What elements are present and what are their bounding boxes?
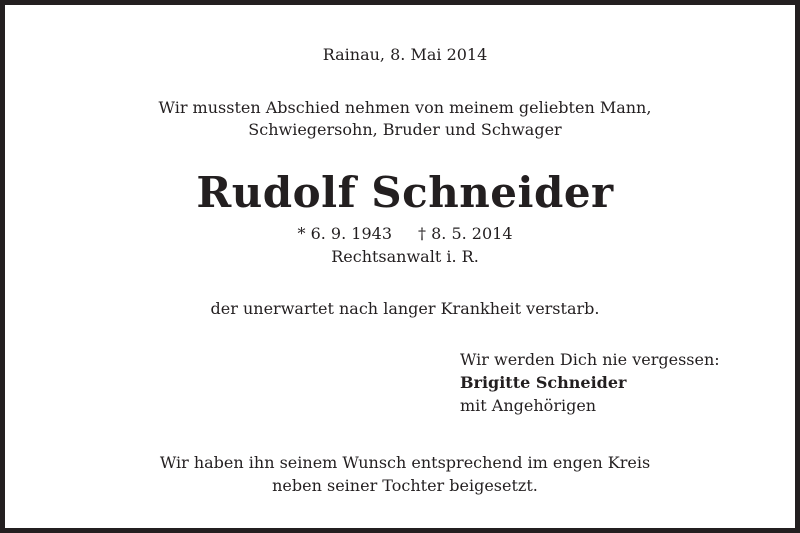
closing-text [10,451,800,497]
mourners-block [460,348,720,417]
life-dates [10,223,800,245]
death-date: † 8. 5. 2014 [418,224,513,243]
deceased-name: Rudolf Schneider [196,168,614,217]
death-circumstance: der unerwartet nach langer Krankheit verstarb. [210,299,600,318]
mourners-line: mit Angehörigen [460,396,597,415]
place-date: Rainau, 8. Mai 2014 [322,45,488,64]
occupation: Rechtsanwalt i. R. [331,247,479,266]
mourners-line: Wir werden Dich nie vergessen: [460,350,720,369]
intro-text [10,97,800,141]
birth-date: * 6. 9. 1943 [297,224,392,243]
intro-line: Schwiegersohn, Bruder und Schwager [248,120,562,139]
closing-line: Wir haben ihn seinem Wunsch entsprechend im engen Kreis [159,453,651,472]
closing-line: neben seiner Tochter beigesetzt. [272,476,538,495]
mourner-name: Brigitte Schneider [460,373,627,392]
intro-line: Wir mussten Abschied nehmen von meinem geliebten Mann, [158,98,652,117]
